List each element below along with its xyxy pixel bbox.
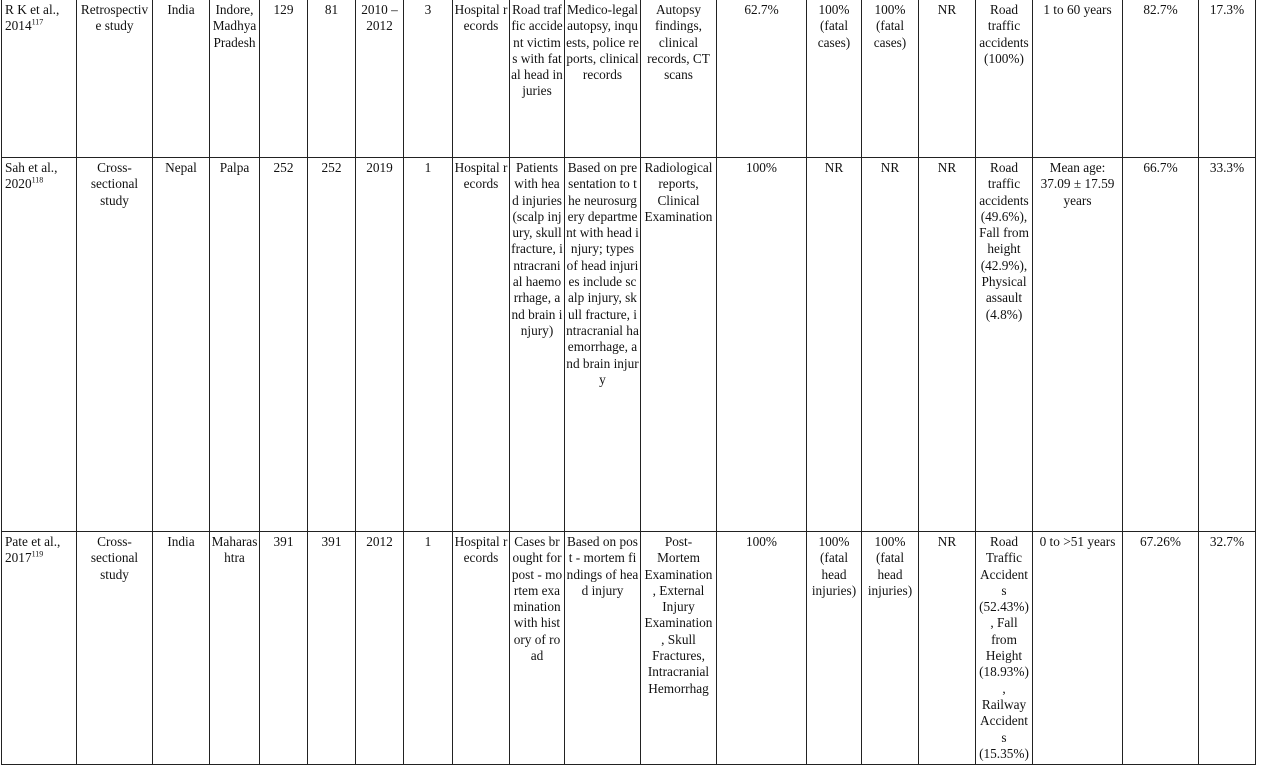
- female-cell: 33.3%: [1199, 158, 1256, 532]
- table-row: [2, 532, 1280, 765]
- value-cell: NR: [862, 158, 919, 532]
- included-cell: 81: [308, 0, 356, 158]
- mechanism-cell: Road traffic accidents (100%): [976, 0, 1033, 158]
- diagnosis-cell: Post-Mortem Examination, External Injury Examination, Skull Fractures, Intracranial Hemorrhag: [641, 532, 717, 765]
- definition-cell: Based on presentation to the neurosurgery department with head injury; types of head injuries include scalp injury, skull fracture, intracranial haemorrhage, and brain injury: [565, 158, 641, 532]
- period-cell: 2019: [356, 158, 404, 532]
- value-cell: 100%: [717, 532, 807, 765]
- female-cell: 17.3%: [1199, 0, 1256, 158]
- site-cell: Maharashtra: [210, 532, 260, 765]
- level-cell: 1: [404, 158, 453, 532]
- age-cell: 1 to 60 years: [1033, 0, 1123, 158]
- country-cell: Nepal: [153, 158, 210, 532]
- mechanism-cell: Road traffic accidents (49.6%), Fall from height (42.9%), Physical assault (4.8%): [976, 158, 1033, 532]
- value-cell: 100% (fatal head injuries): [807, 532, 862, 765]
- value-cell: 100% (fatal cases): [807, 0, 862, 158]
- design-cell: Cross-sectional study: [77, 532, 153, 765]
- value-cell: NR: [919, 158, 976, 532]
- total-cell: 391: [260, 532, 308, 765]
- value-cell: NR: [919, 532, 976, 765]
- period-cell: 2012: [356, 532, 404, 765]
- author-text: R K et al., 2014: [5, 2, 59, 33]
- diagnosis-cell: Radiological reports, Clinical Examination: [641, 158, 717, 532]
- site-cell: Indore, Madhya Pradesh: [210, 0, 260, 158]
- table-row: [2, 0, 1280, 158]
- value-cell: 100%: [717, 158, 807, 532]
- female-cell: 32.7%: [1199, 532, 1256, 765]
- diagnosis-cell: Autopsy findings, clinical records, CT scans: [641, 0, 717, 158]
- author-cell: [2, 0, 77, 158]
- included-cell: 391: [308, 532, 356, 765]
- reference-number: 118: [32, 176, 44, 185]
- country-cell: India: [153, 0, 210, 158]
- value-cell: 62.7%: [717, 0, 807, 158]
- setting-cell: Hospital records: [453, 0, 510, 158]
- value-cell: NR: [919, 0, 976, 158]
- value-cell: 100% (fatal cases): [862, 0, 919, 158]
- studies-table: [1, 0, 1280, 765]
- author-text: Sah et al., 2020: [5, 160, 57, 191]
- reference-number: 117: [32, 18, 44, 27]
- population-cell: Road traffic accident victims with fatal head injuries: [510, 0, 565, 158]
- setting-cell: Hospital records: [453, 158, 510, 532]
- mechanism-cell: Road Traffic Accidents (52.43%), Fall from Height (18.93%), Railway Accidents (15.35%): [976, 532, 1033, 765]
- value-cell: NR: [807, 158, 862, 532]
- design-cell: Retrospective study: [77, 0, 153, 158]
- definition-cell: Medico-legal autopsy, inquests, police reports, clinical records: [565, 0, 641, 158]
- author-cell: [2, 158, 77, 532]
- level-cell: 3: [404, 0, 453, 158]
- author-cell: [2, 532, 77, 765]
- age-cell: Mean age: 37.09 ± 17.59 years: [1033, 158, 1123, 532]
- table-row: [2, 158, 1280, 532]
- value-cell: 100% (fatal head injuries): [862, 532, 919, 765]
- level-cell: 1: [404, 532, 453, 765]
- population-cell: Cases brought for post - mortem examination with history of road: [510, 532, 565, 765]
- male-cell: 66.7%: [1123, 158, 1199, 532]
- age-cell: 0 to >51 years: [1033, 532, 1123, 765]
- author-text: Pate et al., 2017: [5, 534, 60, 565]
- country-cell: India: [153, 532, 210, 765]
- site-cell: Palpa: [210, 158, 260, 532]
- total-cell: 252: [260, 158, 308, 532]
- total-cell: 129: [260, 0, 308, 158]
- design-cell: Cross-sectional study: [77, 158, 153, 532]
- setting-cell: Hospital records: [453, 532, 510, 765]
- definition-cell: Based on post - mortem findings of head injury: [565, 532, 641, 765]
- male-cell: 82.7%: [1123, 0, 1199, 158]
- reference-number: 119: [32, 550, 44, 559]
- period-cell: 2010 – 2012: [356, 0, 404, 158]
- population-cell: Patients with head injuries (scalp injury, skull fracture, intracranial haemorrhage, and brain injury): [510, 158, 565, 532]
- male-cell: 67.26%: [1123, 532, 1199, 765]
- included-cell: 252: [308, 158, 356, 532]
